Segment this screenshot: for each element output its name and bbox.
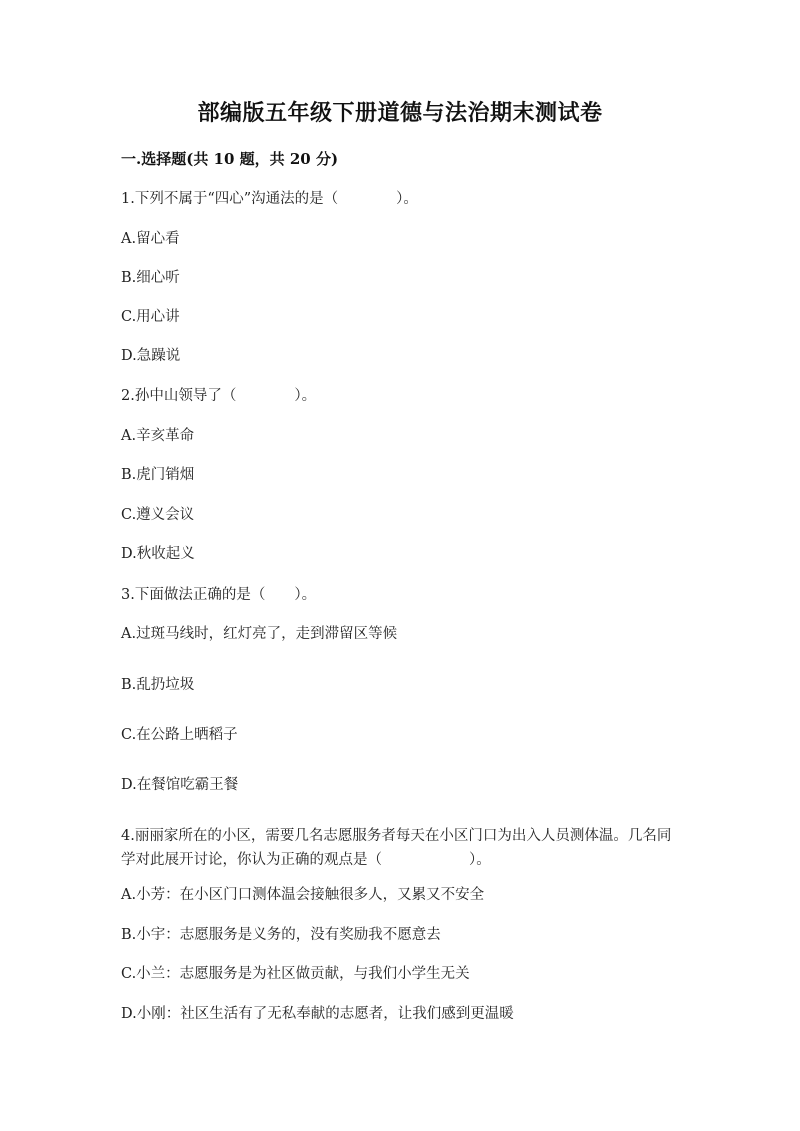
question-3-stem: 3.下面做法正确的是（ ）。: [121, 587, 317, 603]
question-2-option-d: D.秋收起义: [121, 546, 195, 562]
question-3-option-b: B.乱扔垃圾: [121, 677, 195, 693]
question-1-option-d: D.急躁说: [121, 348, 181, 364]
section-heading: 一.选择题(共 10 题，共 20 分): [121, 150, 339, 168]
question-3-option-c: C.在公路上晒稻子: [121, 727, 238, 743]
page-title: 部编版五年级下册道德与法治期末测试卷: [197, 100, 603, 126]
question-3-option-d: D.在餐馆吃霸王餐: [121, 777, 239, 793]
question-4-option-a: A.小芳：在小区门口测体温会接触很多人，又累又不安全: [121, 887, 485, 903]
question-4-option-c: C.小兰：志愿服务是为社区做贡献，与我们小学生无关: [121, 966, 470, 982]
question-2-stem: 2.孙中山领导了（ ）。: [121, 388, 317, 404]
question-2-option-a: A.辛亥革命: [121, 428, 195, 444]
question-2-option-c: C.遵义会议: [121, 507, 195, 523]
question-1-option-a: A.留心看: [121, 231, 180, 247]
question-1-stem: 1.下列不属于“四心”沟通法的是（ ）。: [121, 191, 418, 207]
question-1-option-b: B.细心听: [121, 270, 180, 286]
question-4-stem: 4.丽丽家所在的小区，需要几名志愿服务者每天在小区门口为出入人员测体温。几名同学对此展开讨论，你认为正确的观点是（ ）。: [121, 828, 672, 868]
question-4-option-b: B.小宇：志愿服务是义务的，没有奖励我不愿意去: [121, 927, 441, 943]
question-3-option-a: A.过斑马线时，红灯亮了，走到滞留区等候: [121, 626, 398, 642]
question-1-option-c: C.用心讲: [121, 309, 180, 325]
question-2-option-b: B.虎门销烟: [121, 467, 195, 483]
question-4-option-d: D.小刚：社区生活有了无私奉献的志愿者，让我们感到更温暖: [121, 1006, 514, 1022]
